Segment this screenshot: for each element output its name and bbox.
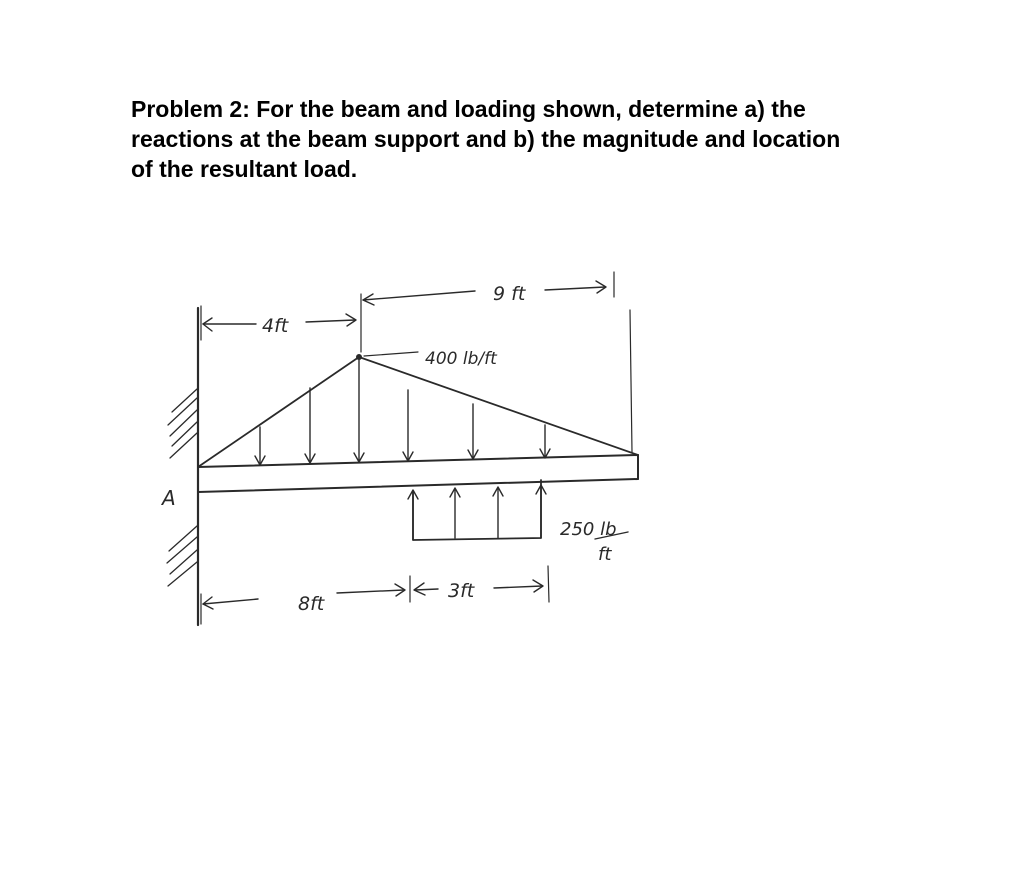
dim-top-right-label: 9 ft bbox=[493, 283, 526, 305]
fixed-wall-support bbox=[167, 308, 198, 625]
bottom-load-label bbox=[560, 519, 628, 565]
triangular-load bbox=[198, 354, 638, 467]
uniform-upward-load bbox=[408, 480, 546, 540]
peak-load-leader bbox=[364, 352, 418, 356]
load-peak-point bbox=[356, 354, 362, 360]
load-arrows-down bbox=[255, 360, 550, 465]
top-dimensions bbox=[201, 272, 632, 452]
bottom-dimensions bbox=[201, 566, 549, 624]
dim-top-left-label: 4ft bbox=[262, 315, 289, 337]
peak-load-label: 400 lb/ft bbox=[425, 349, 497, 369]
dim-bottom-left-label: 8ft bbox=[298, 593, 325, 615]
beam bbox=[198, 455, 638, 492]
bottom-load-denominator: ft bbox=[598, 544, 612, 565]
problem-line-2: reactions at the beam support and b) the magnitude and location bbox=[131, 126, 841, 152]
support-label-a: A bbox=[162, 486, 176, 510]
bottom-load-numerator: 250 lb bbox=[560, 519, 617, 540]
problem-line-1: Problem 2: For the beam and loading shown, determine a) the bbox=[131, 96, 806, 122]
problem-line-3: of the resultant load. bbox=[131, 156, 358, 182]
dim-bottom-right-label: 3ft bbox=[448, 580, 475, 602]
